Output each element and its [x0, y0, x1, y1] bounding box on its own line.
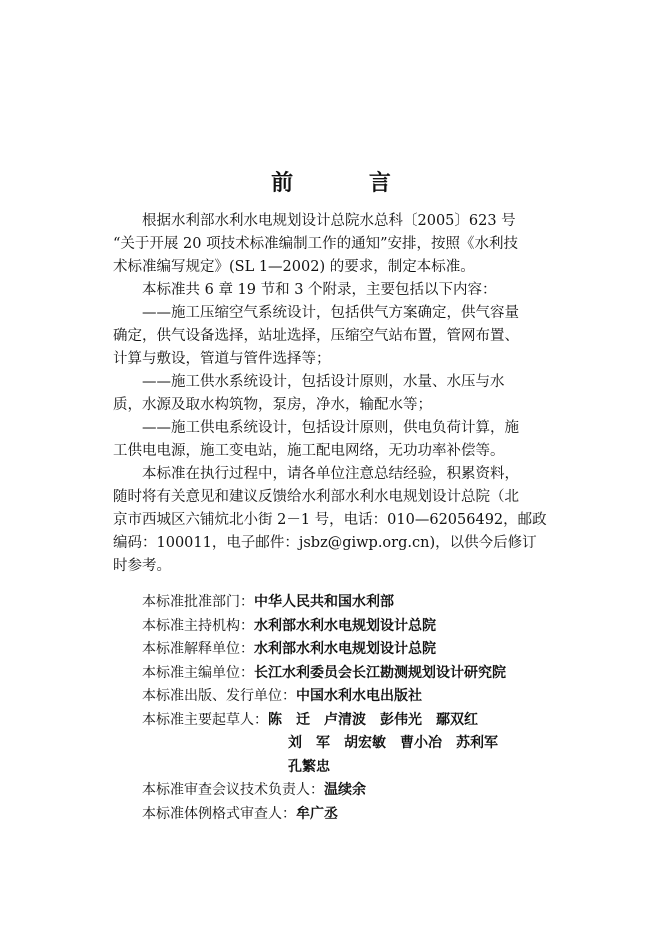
- credit-value: 中华人民共和国水利部: [254, 594, 394, 610]
- body-text: [113, 210, 553, 578]
- drafter-name: 卢清波: [324, 711, 366, 728]
- credit-drafters-row-2: [142, 732, 562, 756]
- credit-editor: [142, 662, 562, 686]
- credit-label: 本标准批准部门：: [142, 594, 254, 610]
- credit-interpret: [142, 638, 562, 662]
- credit-label: 本标准主编单位：: [142, 664, 254, 681]
- paragraph-2: 本标准共 6 章 19 节和 3 个附录，主要包括以下内容：: [142, 282, 497, 298]
- drafter-name: 胡宏敏: [344, 735, 386, 751]
- credit-review: [142, 779, 562, 803]
- credit-drafters-row-3: [142, 756, 562, 780]
- drafter-name: 孔繁忠: [288, 758, 330, 775]
- item-2-line: ——施工供水系统设计，包括设计原则，水量、水压与水: [142, 374, 505, 390]
- drafter-name: 刘 军: [288, 735, 330, 751]
- credit-host: [142, 615, 562, 639]
- paragraph-3-line: 京市西城区六铺炕北小街 2－1 号，电话：010—62056492，邮政: [113, 512, 547, 528]
- credit-approval: [142, 591, 562, 615]
- paragraph-1-line: 根据水利部水利水电规划设计总院水总科〔2005〕623 号: [142, 213, 516, 229]
- credit-label: 本标准体例格式审查人：: [142, 805, 296, 822]
- credit-drafters: [142, 709, 562, 733]
- item-3-line: 工供电电源，施工变电站，施工配电网络，无功功率补偿等。: [113, 443, 505, 459]
- credit-value: 温续余: [324, 782, 366, 798]
- drafter-name: 彭伟光: [380, 711, 422, 728]
- credit-label: 本标准主持机构：: [142, 617, 254, 634]
- page-title: 前 言: [271, 171, 425, 196]
- credit-value: 长江水利委员会长江勘测规划设计研究院: [254, 664, 506, 681]
- paragraph-3-line: 本标准在执行过程中，请各单位注意总结经验，积累资料，: [142, 466, 519, 482]
- credit-value: 水利部水利水电规划设计总院: [254, 641, 436, 657]
- item-3-line: ——施工供电系统设计，包括设计原则，供电负荷计算，施: [142, 420, 519, 436]
- credit-value: 中国水利水电出版社: [296, 688, 422, 704]
- drafter-name: 苏利军: [456, 735, 498, 751]
- credit-label: 本标准审查会议技术负责人：: [142, 782, 324, 798]
- paragraph-3-line: 时参考。: [113, 558, 171, 574]
- paragraph-1-line: 术标准编写规定》(SL 1—2002) 的要求，制定本标准。: [113, 259, 475, 275]
- credit-label: 本标准主要起草人：: [142, 711, 268, 728]
- credit-label: 本标准出版、发行单位：: [142, 688, 296, 704]
- credit-value: 牟广丞: [296, 805, 338, 822]
- drafter-name: 陈 迁: [268, 711, 310, 728]
- credit-publisher: [142, 685, 562, 709]
- paragraph-3-line: 编码：100011，电子邮件：jsbz@giwp.org.cn)，以供今后修订: [113, 535, 537, 551]
- credit-value: 水利部水利水电规划设计总院: [254, 617, 436, 634]
- item-2-line: 质，水源及取水构筑物，泵房，净水，输配水等；: [113, 397, 432, 413]
- item-1-line: 确定，供气设备选择，站址选择，压缩空气站布置，管网布置、: [113, 328, 519, 344]
- drafter-name: 鄢双红: [436, 711, 478, 728]
- credits-block: [142, 591, 562, 826]
- credit-label: 本标准解释单位：: [142, 641, 254, 657]
- item-1-line: ——施工压缩空气系统设计，包括供气方案确定，供气容量: [142, 305, 519, 321]
- credit-format: [142, 803, 562, 827]
- paragraph-3-line: 随时将有关意见和建议反馈给水利部水利水电规划设计总院（北: [113, 489, 519, 505]
- drafter-name: 曹小冶: [400, 735, 442, 751]
- item-1-line: 计算与敷设，管道与管件选择等；: [113, 351, 331, 367]
- paragraph-1-line: “关于开展 20 项技术标准编制工作的通知”安排，按照《水利技: [113, 236, 518, 252]
